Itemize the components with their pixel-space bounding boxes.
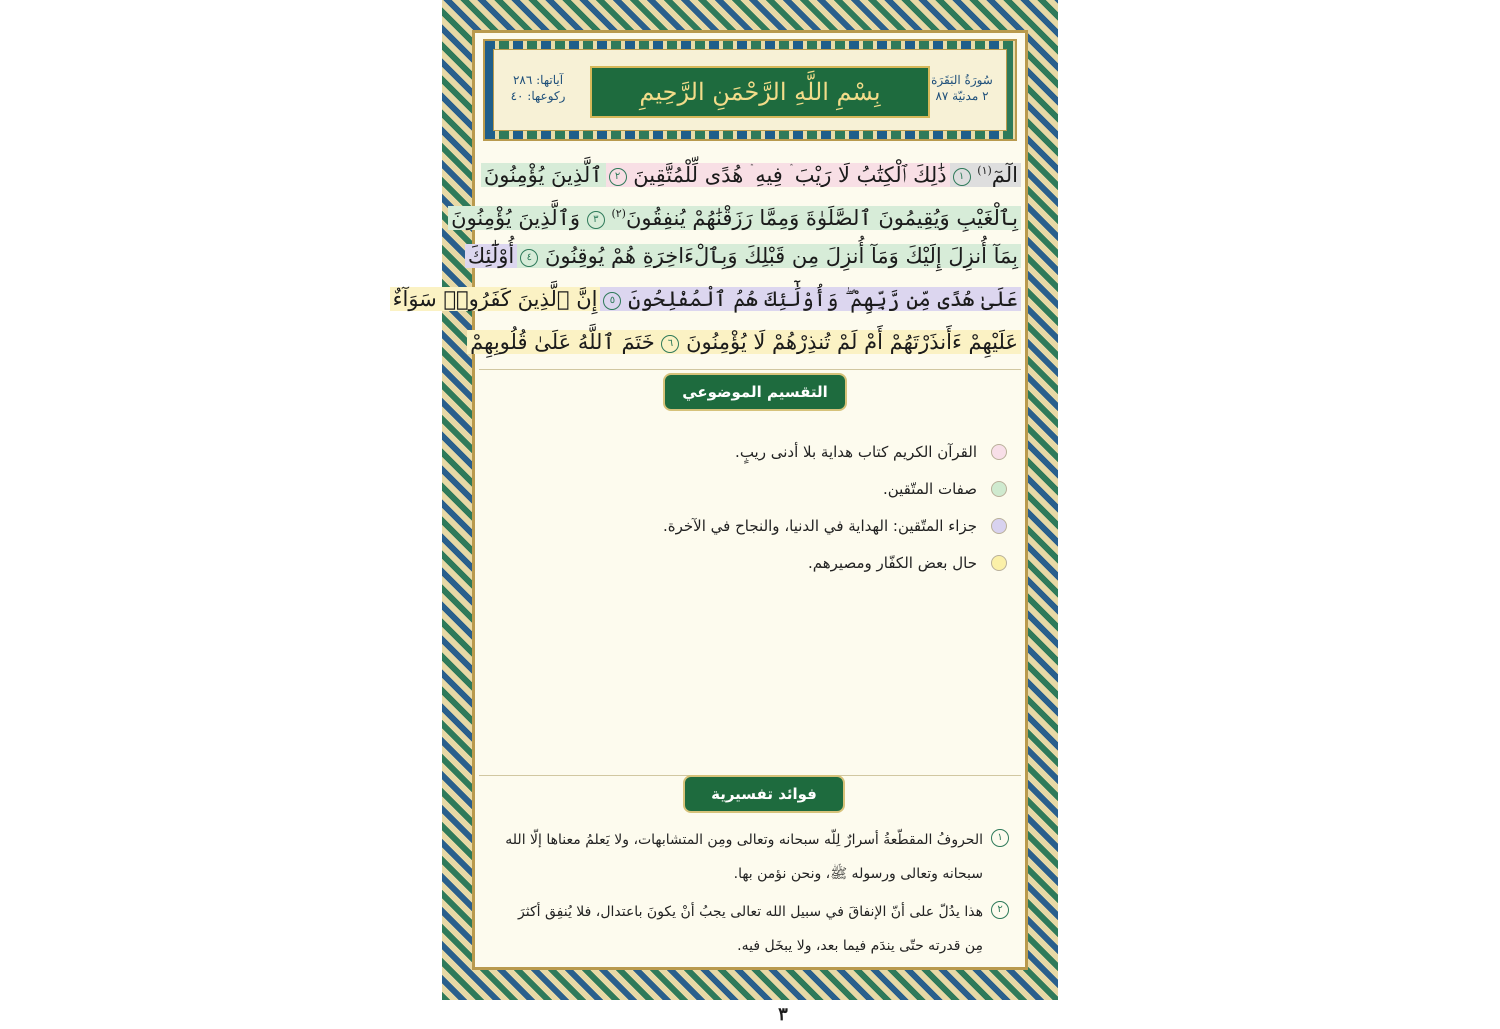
- verse-segment: [467, 330, 1021, 354]
- topic-item: [527, 470, 1007, 507]
- verse-segment: [465, 244, 517, 268]
- verses-block: [392, 149, 1021, 364]
- footnote-marker: (٢): [611, 207, 626, 220]
- page-inner: [392, 30, 1028, 1025]
- color-bullet-icon: [991, 444, 1007, 460]
- verse-text: أُوْلَٰٓئِكَ: [467, 244, 515, 268]
- verse-text: بِٱلْغَيْبِ وَيُقِيمُونَ ٱلصَّلَوٰةَ وَمِمَّا رَزَقْنَٰهُمْ يُنفِقُونَ: [625, 206, 1018, 230]
- ayah-number: ٣: [587, 211, 605, 229]
- ayah-count: آياتها: ٢٨٦: [512, 73, 564, 87]
- benefits-list: [501, 823, 1009, 967]
- verse-text: بِمَآ أُنزِلَ إِلَيْكَ وَمَآ أُنزِلَ مِن قَبْلِكَ وَبِٱلْءَاخِرَةِ هُمْ يُوقِنُونَ: [544, 244, 1018, 268]
- ayah-number: ١: [953, 168, 971, 186]
- verse-segment: [606, 163, 950, 187]
- topic-list: [527, 433, 1007, 581]
- topic-heading: التقسيم الموضوعي: [663, 373, 847, 411]
- verse-text: خَتَمَ ٱللَّهُ عَلَىٰ قُلُوبِهِمْ: [470, 330, 655, 354]
- basmala: بِسْمِ اللَّهِ الرَّحْمَنِ الرَّحِيمِ: [590, 66, 930, 118]
- color-bullet-icon: [991, 555, 1007, 571]
- verse-text: ٱلَّذِينَ يُؤْمِنُونَ: [483, 163, 603, 187]
- header-band: [493, 49, 1007, 131]
- verse-text: ذَٰلِكَ ٱلْكِتَٰبُ لَا رَيْبَ ۛ فِيهِ ۛ هُدًى لِّلْمُتَّقِينَ: [633, 163, 947, 187]
- verse-line: [467, 235, 1021, 278]
- verse-segment: [517, 244, 1021, 268]
- topic-text: حال بعض الكفّار ومصيرهم.: [807, 553, 977, 572]
- benefit-number: ٢: [991, 901, 1009, 919]
- verse-text: وَٱلَّذِينَ يُؤْمِنُونَ: [451, 206, 581, 230]
- surah-info-right: [922, 72, 1002, 104]
- topic-text: جزاء المتّقين: الهداية في الدنيا، والنجاح في الآخرة.: [663, 516, 977, 535]
- surah-name: سُورَةُ البَقَرَة: [931, 73, 993, 87]
- verse-segment: [481, 163, 606, 187]
- benefit-item: [501, 895, 1009, 963]
- verse-text: عَلَيْهِمْ ءَأَنذَرْتَهُمْ أَمْ لَمْ تُنذِرْهُمْ لَا يُؤْمِنُونَ: [686, 330, 1018, 354]
- surah-header: [483, 39, 1017, 141]
- topic-item: [527, 507, 1007, 544]
- color-bullet-icon: [991, 481, 1007, 497]
- section-divider: [479, 369, 1021, 370]
- benefit-text: هذا يدُلّ على أنّ الإنفاقَ في سبيل الله تعالى يجبُ أنْ يكونَ باعتدال، فلا يُنفِق أكثرَ مِن قدرته حتّى يندَم فيما بعد، ولا يبخَل فيه.: [518, 904, 983, 954]
- verse-line: [479, 149, 1021, 192]
- topic-text: صفات المتّقين.: [882, 479, 977, 498]
- page-number: ٣: [778, 1004, 788, 1025]
- topic-item: [527, 544, 1007, 581]
- topic-item: [527, 433, 1007, 470]
- ayah-number: ٦: [661, 335, 679, 353]
- surah-revelation: ٢ مدنيّة ٨٧: [935, 89, 989, 103]
- verse-segment: [390, 287, 601, 311]
- surah-info-left: [498, 72, 578, 104]
- verse-segment: [950, 163, 1021, 187]
- topic-text: القرآن الكريم كتاب هداية بلا أدنى ريبٍ.: [735, 442, 977, 461]
- verse-text: الٓمٓ: [991, 163, 1018, 187]
- verse-line: [470, 321, 1021, 364]
- ayah-number: ٢: [609, 168, 627, 186]
- verse-text: عَلَىٰ هُدًى مِّن رَّبِّهِمْ ۖ وَأُوْلَٰٓئِكَ هُمُ ٱلْمُفْلِحُونَ: [628, 287, 1018, 311]
- ayah-number: ٥: [603, 292, 621, 310]
- mushaf-page: [392, 0, 1058, 1025]
- footnote-marker: (١): [977, 164, 992, 177]
- verse-segment: [448, 206, 1021, 230]
- benefits-heading: فوائد تفسيرية: [683, 775, 845, 813]
- verse-line: [392, 278, 1021, 321]
- color-bullet-icon: [991, 518, 1007, 534]
- verse-line: [451, 192, 1021, 235]
- verse-segment: [600, 287, 1021, 311]
- benefit-number: ١: [991, 829, 1009, 847]
- ruku-count: ركوعها: ٤٠: [510, 89, 566, 103]
- ayah-number: ٤: [520, 249, 538, 267]
- benefit-text: الحروفُ المقطّعةُ أسرارٌ لِلّه سبحانه وتعالى ومِن المتشابهات، ولا يَعلمُ معناها إلّا الله سبحانه وتعالى ورسوله ﷺ، ونحن نؤمن بها.: [505, 832, 983, 882]
- verse-text: إِنَّ ٱلَّذِينَ كَفَرُوا۟ سَوَآءٌ: [392, 287, 598, 311]
- benefit-item: [501, 823, 1009, 891]
